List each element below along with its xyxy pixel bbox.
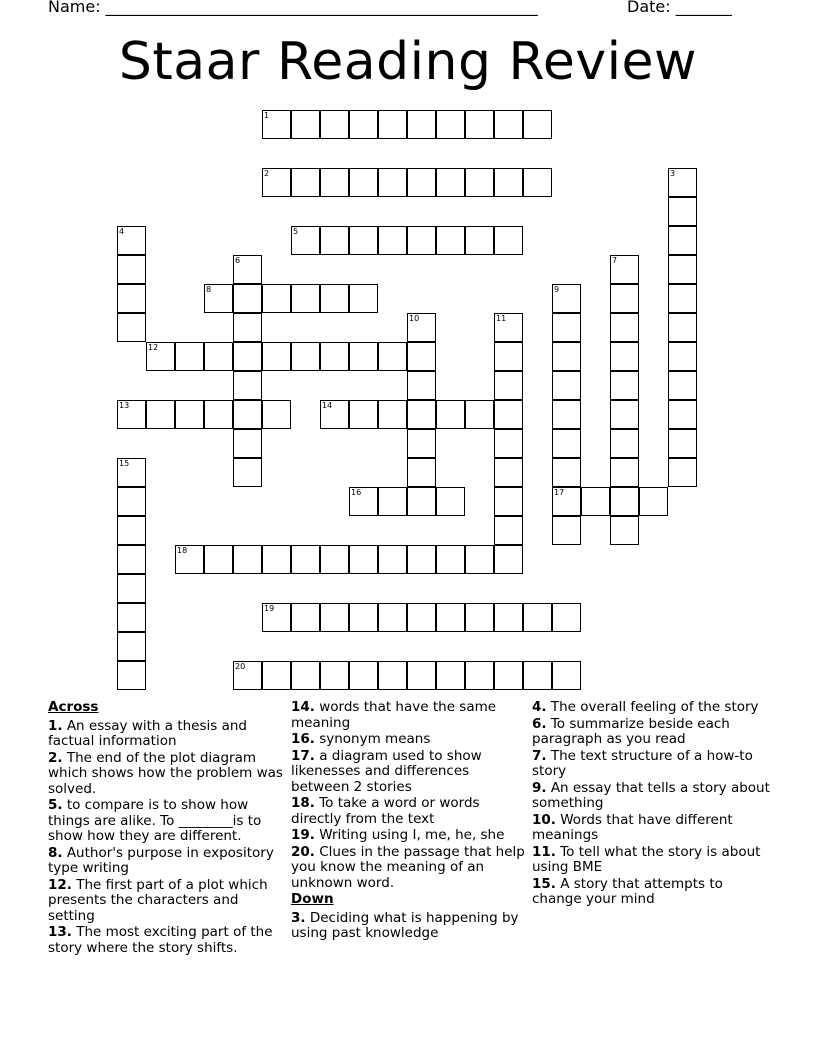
down-heading: Down: [291, 891, 334, 907]
crossword-cell[interactable]: [349, 168, 378, 197]
crossword-cell[interactable]: [494, 603, 523, 632]
crossword-cell[interactable]: [552, 458, 581, 487]
crossword-cell[interactable]: [494, 487, 523, 516]
crossword-cell[interactable]: [117, 574, 146, 603]
crossword-cell[interactable]: [378, 661, 407, 690]
crossword-cell[interactable]: [175, 342, 204, 371]
crossword-cell[interactable]: [465, 110, 494, 139]
crossword-cell[interactable]: [117, 516, 146, 545]
crossword-cell[interactable]: [291, 661, 320, 690]
crossword-cell[interactable]: [668, 255, 697, 284]
crossword-cell[interactable]: [552, 661, 581, 690]
crossword-cell[interactable]: [552, 429, 581, 458]
crossword-cell[interactable]: [407, 371, 436, 400]
crossword-cell[interactable]: [639, 487, 668, 516]
clue-number: 8: [206, 285, 212, 294]
clue-column-3: [532, 700, 772, 909]
clue-column-1: [48, 700, 286, 957]
crossword-cell[interactable]: [291, 603, 320, 632]
crossword-cell[interactable]: [407, 313, 436, 342]
crossword-cell[interactable]: [117, 661, 146, 690]
crossword-cell[interactable]: [291, 545, 320, 574]
crossword-cell[interactable]: [494, 400, 523, 429]
crossword-cell[interactable]: [465, 226, 494, 255]
crossword-cell[interactable]: [262, 603, 291, 632]
clue-number: 4: [119, 227, 125, 236]
crossword-cell[interactable]: [668, 400, 697, 429]
clue-across-14: 14. words that have the same meaning: [291, 699, 497, 731]
crossword-cell[interactable]: [204, 545, 233, 574]
crossword-cell[interactable]: [494, 545, 523, 574]
clue-across-19: 19. Writing using I, me, he, she: [291, 827, 505, 843]
crossword-cell[interactable]: [494, 226, 523, 255]
crossword-cell[interactable]: [552, 371, 581, 400]
crossword-cell[interactable]: [262, 342, 291, 371]
crossword-cell[interactable]: [117, 400, 146, 429]
clue-down-11: 11. To tell what the story is about using BME: [532, 843, 761, 875]
crossword-cell[interactable]: [552, 487, 581, 516]
crossword-cell[interactable]: [552, 400, 581, 429]
crossword-cell[interactable]: [320, 226, 349, 255]
crossword-cell[interactable]: [494, 516, 523, 545]
crossword-cell[interactable]: [233, 313, 262, 342]
crossword-cell[interactable]: [407, 487, 436, 516]
crossword-cell[interactable]: [291, 226, 320, 255]
crossword-cell[interactable]: [378, 603, 407, 632]
crossword-cell[interactable]: [610, 371, 639, 400]
clue-across-5: 5. to compare is to show how things are alike. To ________is to show how they are different.: [48, 797, 262, 844]
clue-number: 5: [293, 227, 299, 236]
crossword-cell[interactable]: [552, 313, 581, 342]
crossword-cell[interactable]: [146, 400, 175, 429]
clue-number: 7: [612, 256, 618, 265]
crossword-cell[interactable]: [668, 458, 697, 487]
crossword-cell[interactable]: [117, 632, 146, 661]
crossword-cell[interactable]: [436, 226, 465, 255]
crossword-cell[interactable]: [378, 226, 407, 255]
crossword-cell[interactable]: [465, 603, 494, 632]
crossword-cell[interactable]: [262, 168, 291, 197]
crossword-cell[interactable]: [233, 545, 262, 574]
crossword-cell[interactable]: [146, 342, 175, 371]
crossword-cell[interactable]: [117, 545, 146, 574]
clue-number: 18: [177, 546, 188, 555]
crossword-cell[interactable]: [117, 255, 146, 284]
clue-down-7: 7. The text structure of a how-to story: [532, 747, 753, 779]
clue-across-16: 16. synonym means: [291, 731, 431, 747]
crossword-cell[interactable]: [465, 168, 494, 197]
clue-down-6: 6. To summarize beside each paragraph as you read: [532, 715, 730, 747]
crossword-cell[interactable]: [407, 661, 436, 690]
crossword-cell[interactable]: [610, 400, 639, 429]
crossword-cell[interactable]: [320, 168, 349, 197]
clue-number: 2: [264, 169, 270, 178]
crossword-cell[interactable]: [668, 197, 697, 226]
clue-down-4: 4. The overall feeling of the story: [532, 699, 759, 715]
crossword-cell[interactable]: [668, 284, 697, 313]
crossword-cell[interactable]: [320, 110, 349, 139]
crossword-cell[interactable]: [320, 661, 349, 690]
crossword-cell[interactable]: [436, 661, 465, 690]
crossword-cell[interactable]: [117, 487, 146, 516]
crossword-cell[interactable]: [668, 313, 697, 342]
crossword-cell[interactable]: [552, 284, 581, 313]
crossword-cell[interactable]: [378, 110, 407, 139]
crossword-cell[interactable]: [610, 516, 639, 545]
crossword-cell[interactable]: [610, 313, 639, 342]
crossword-cell[interactable]: [523, 661, 552, 690]
crossword-cell[interactable]: [436, 400, 465, 429]
crossword-cell[interactable]: [436, 168, 465, 197]
crossword-cell[interactable]: [117, 458, 146, 487]
crossword-cell[interactable]: [407, 458, 436, 487]
crossword-cell[interactable]: [523, 168, 552, 197]
clue-across-20: 20. Clues in the passage that help you know the meaning of an unknown word.: [291, 843, 525, 891]
clue-across-18: 18. To take a word or words directly from the text: [291, 795, 480, 827]
crossword-cell[interactable]: [494, 168, 523, 197]
crossword-cell[interactable]: [349, 110, 378, 139]
crossword-cell[interactable]: [349, 545, 378, 574]
crossword-cell[interactable]: [378, 342, 407, 371]
crossword-cell[interactable]: [320, 400, 349, 429]
crossword-cell[interactable]: [668, 342, 697, 371]
clue-number: 20: [235, 662, 246, 671]
crossword-cell[interactable]: [407, 545, 436, 574]
clue-number: 13: [119, 401, 130, 410]
crossword-cell[interactable]: [581, 487, 610, 516]
crossword-cell[interactable]: [233, 284, 262, 313]
crossword-cell[interactable]: [204, 400, 233, 429]
crossword-cell[interactable]: [233, 371, 262, 400]
crossword-cell[interactable]: [494, 110, 523, 139]
crossword-cell[interactable]: [378, 400, 407, 429]
crossword-cell[interactable]: [668, 371, 697, 400]
clue-number: 9: [554, 285, 560, 294]
date-field[interactable]: Date: _______: [627, 0, 732, 16]
clue-across-2: 2. The end of the plot diagram which shows how the problem was solved.: [48, 749, 283, 797]
crossword-cell[interactable]: [175, 400, 204, 429]
crossword-cell[interactable]: [349, 487, 378, 516]
clue-column-2: [291, 700, 529, 943]
crossword-cell[interactable]: [610, 342, 639, 371]
crossword-cell[interactable]: [233, 429, 262, 458]
crossword-cell[interactable]: [465, 545, 494, 574]
crossword-cell[interactable]: [610, 487, 639, 516]
crossword-cell[interactable]: [233, 255, 262, 284]
crossword-cell[interactable]: [465, 400, 494, 429]
crossword-cell[interactable]: [349, 661, 378, 690]
crossword-cell[interactable]: [494, 313, 523, 342]
clue-number: 10: [409, 314, 420, 323]
crossword-cell[interactable]: [407, 342, 436, 371]
crossword-cell[interactable]: [117, 313, 146, 342]
crossword-cell[interactable]: [349, 400, 378, 429]
clue-number: 3: [670, 169, 676, 178]
crossword-cell[interactable]: [349, 226, 378, 255]
clue-across-17: 17. a diagram used to show likenesses and differences between 2 stories: [291, 747, 482, 795]
crossword-cell[interactable]: [668, 429, 697, 458]
crossword-cell[interactable]: [407, 400, 436, 429]
crossword-cell[interactable]: [349, 603, 378, 632]
clue-number: 12: [148, 343, 159, 352]
crossword-cell[interactable]: [436, 487, 465, 516]
crossword-cell[interactable]: [204, 284, 233, 313]
crossword-cell[interactable]: [349, 342, 378, 371]
crossword-cell[interactable]: [494, 342, 523, 371]
crossword-cell[interactable]: [523, 603, 552, 632]
crossword-cell[interactable]: [465, 661, 494, 690]
crossword-cell[interactable]: [349, 284, 378, 313]
crossword-cell[interactable]: [291, 284, 320, 313]
crossword-cell[interactable]: [523, 110, 552, 139]
crossword-cell[interactable]: [117, 603, 146, 632]
clue-down-15: 15. A story that attempts to change your mind: [532, 875, 723, 907]
clue-number: 15: [119, 459, 130, 468]
crossword-cell[interactable]: [407, 226, 436, 255]
crossword-cell[interactable]: [233, 661, 262, 690]
crossword-cell[interactable]: [610, 429, 639, 458]
crossword-cell[interactable]: [320, 545, 349, 574]
crossword-cell[interactable]: [291, 342, 320, 371]
across-heading: Across: [48, 699, 99, 715]
clue-number: 1: [264, 111, 270, 120]
clue-number: 6: [235, 256, 241, 265]
crossword-cell[interactable]: [117, 284, 146, 313]
crossword-cell[interactable]: [494, 429, 523, 458]
clue-down-9: 9. An essay that tells a story about something: [532, 779, 770, 811]
crossword-cell[interactable]: [494, 371, 523, 400]
crossword-cell[interactable]: [436, 110, 465, 139]
crossword-cell[interactable]: [378, 545, 407, 574]
crossword-cell[interactable]: [436, 545, 465, 574]
crossword-cell[interactable]: [494, 458, 523, 487]
crossword-cell[interactable]: [204, 342, 233, 371]
crossword-cell[interactable]: [407, 429, 436, 458]
crossword-cell[interactable]: [262, 284, 291, 313]
crossword-cell[interactable]: [117, 226, 146, 255]
crossword-cell[interactable]: [262, 545, 291, 574]
clue-number: 19: [264, 604, 275, 613]
crossword-cell[interactable]: [262, 661, 291, 690]
crossword-cell[interactable]: [320, 284, 349, 313]
crossword-cell[interactable]: [407, 110, 436, 139]
clue-number: 17: [554, 488, 565, 497]
crossword-cell[interactable]: [320, 342, 349, 371]
crossword-cell[interactable]: [320, 603, 349, 632]
crossword-cell[interactable]: [291, 168, 320, 197]
clue-across-13: 13. The most exciting part of the story where the story shifts.: [48, 924, 273, 956]
crossword-cell[interactable]: [407, 168, 436, 197]
crossword-cell[interactable]: [233, 458, 262, 487]
crossword-cell[interactable]: [233, 400, 262, 429]
clue-across-12: 12. The first part of a plot which presents the characters and setting: [48, 876, 268, 924]
clue-across-8: 8. Author's purpose in expository type writing: [48, 844, 274, 876]
crossword-cell[interactable]: [552, 342, 581, 371]
crossword-cell[interactable]: [436, 603, 465, 632]
clue-number: 16: [351, 488, 362, 497]
crossword-cell[interactable]: [291, 110, 320, 139]
crossword-cell[interactable]: [378, 168, 407, 197]
crossword-cell[interactable]: [233, 342, 262, 371]
crossword-cell[interactable]: [407, 603, 436, 632]
page-title: Staar Reading Review: [118, 32, 698, 92]
clue-number: 11: [496, 314, 507, 323]
crossword-cell[interactable]: [262, 400, 291, 429]
clue-down-3: 3. Deciding what is happening by using past knowledge: [291, 909, 519, 941]
clue-down-10: 10. Words that have different meanings: [532, 811, 733, 843]
crossword-cell[interactable]: [175, 545, 204, 574]
crossword-cell[interactable]: [610, 284, 639, 313]
name-field[interactable]: Name: ______________________________________________________: [48, 0, 538, 16]
clue-across-1: 1. An essay with a thesis and factual information: [48, 717, 247, 749]
crossword-cell[interactable]: [494, 661, 523, 690]
crossword-cell[interactable]: [610, 458, 639, 487]
clue-number: 14: [322, 401, 333, 410]
crossword-cell[interactable]: [262, 110, 291, 139]
crossword-cell[interactable]: [668, 168, 697, 197]
crossword-cell[interactable]: [552, 516, 581, 545]
crossword-cell[interactable]: [552, 603, 581, 632]
crossword-cell[interactable]: [668, 226, 697, 255]
crossword-cell[interactable]: [610, 255, 639, 284]
crossword-cell[interactable]: [378, 487, 407, 516]
